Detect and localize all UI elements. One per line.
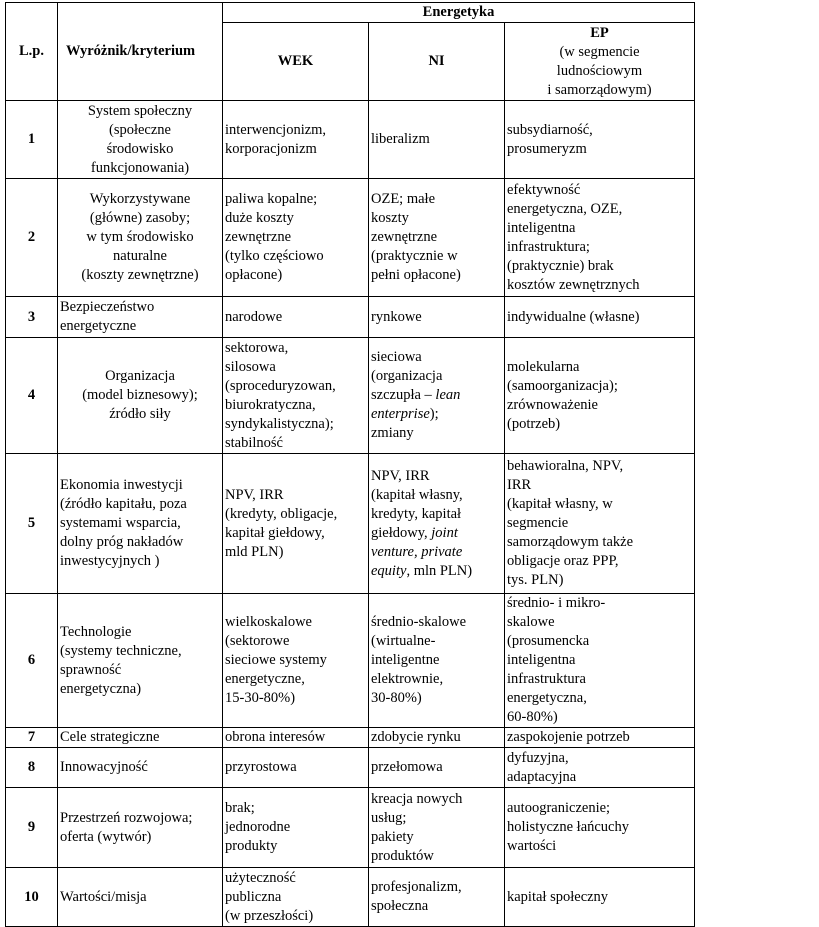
ep-cell: dyfuzyjna, adaptacyjna bbox=[505, 748, 695, 788]
wek-cell: wielkoskalowe (sektorowe sieciowe systemy energetyczne, 15-30-80%) bbox=[223, 594, 369, 728]
ni-cell: przełomowa bbox=[369, 748, 505, 788]
ni-cell: rynkowe bbox=[369, 297, 505, 338]
criterion-cell: Wykorzystywane (główne) zasoby; w tym środowisko naturalne (koszty zewnętrzne) bbox=[58, 179, 223, 297]
row-number: 5 bbox=[6, 454, 58, 594]
table-row bbox=[6, 868, 695, 927]
criterion-cell: Przestrzeń rozwojowa; oferta (wytwór) bbox=[58, 788, 223, 868]
ni-italic-text: lean bbox=[435, 387, 461, 403]
row-number: 6 bbox=[6, 594, 58, 728]
wek-cell: obrona interesów bbox=[223, 728, 369, 748]
ni-text: ); zmiany bbox=[371, 406, 439, 441]
ni-text: NPV, IRR (kapitał własny, kredyty, kapitał giełdowy, bbox=[371, 467, 463, 541]
ni-cell: profesjonalizm, społeczna bbox=[369, 868, 505, 927]
ni-text: , mln PLN) bbox=[406, 562, 473, 579]
criterion-cell: Innowacyjność bbox=[58, 748, 223, 788]
ep-cell: indywidualne (własne) bbox=[505, 297, 695, 338]
wek-cell: interwencjonizm, korporacjonizm bbox=[223, 101, 369, 179]
header-ep-title: EP bbox=[590, 24, 609, 41]
ni-cell: średnio-skalowe (wirtualne- inteligentne elektrownie, 30-80%) bbox=[369, 594, 505, 728]
wek-cell: sektorowa, silosowa (sproceduryzowan, biurokratyczna, syndykalistyczna); stabilność bbox=[223, 338, 369, 454]
table-row bbox=[6, 728, 695, 748]
criterion-cell: Cele strategiczne bbox=[58, 728, 223, 748]
table-row bbox=[6, 594, 695, 728]
ep-cell: molekularna (samoorganizacja); zrównoważenie (potrzeb) bbox=[505, 338, 695, 454]
criterion-cell: System społeczny (społeczne środowisko funkcjonowania) bbox=[58, 101, 223, 179]
header-criterion: Wyróżnik/kryterium bbox=[58, 3, 223, 101]
wek-cell: narodowe bbox=[223, 297, 369, 338]
wek-cell: paliwa kopalne; duże koszty zewnętrzne (tylko częściowo opłacone) bbox=[223, 179, 369, 297]
criterion-cell: Ekonomia inwestycji (źródło kapitału, poza systemami wsparcia, dolny próg nakładów inwestycyjnych ) bbox=[58, 454, 223, 594]
row-number: 7 bbox=[6, 728, 58, 748]
header-ni: NI bbox=[369, 23, 505, 101]
header-group: Energetyka bbox=[223, 3, 695, 23]
header-lp: L.p. bbox=[6, 3, 58, 101]
row-number: 3 bbox=[6, 297, 58, 338]
ni-italic-text: joint venture, private equity bbox=[371, 524, 463, 579]
row-number: 1 bbox=[6, 101, 58, 179]
wek-cell: użyteczność publiczna (w przeszłości) bbox=[223, 868, 369, 927]
ni-cell: liberalizm bbox=[369, 101, 505, 179]
table-row bbox=[6, 297, 695, 338]
ni-cell: zdobycie rynku bbox=[369, 728, 505, 748]
criterion-cell: Technologie (systemy techniczne, sprawność energetyczna) bbox=[58, 594, 223, 728]
criterion-cell: Organizacja (model biznesowy); źródło siły bbox=[58, 338, 223, 454]
criterion-cell: Bezpieczeństwo energetyczne bbox=[58, 297, 223, 338]
row-number: 2 bbox=[6, 179, 58, 297]
ni-cell bbox=[369, 454, 505, 594]
ep-cell: średnio- i mikro- skalowe (prosumencka inteligentna infrastruktura energetyczna, 60-80%) bbox=[505, 594, 695, 728]
header-wek: WEK bbox=[223, 23, 369, 101]
ep-cell: autoograniczenie; holistyczne łańcuchy wartości bbox=[505, 788, 695, 868]
header-ep-subtitle: (w segmencie ludnościowym i samorządowym) bbox=[547, 43, 652, 98]
criterion-cell: Wartości/misja bbox=[58, 868, 223, 927]
wek-cell: NPV, IRR (kredyty, obligacje, kapitał giełdowy, mld PLN) bbox=[223, 454, 369, 594]
table-row bbox=[6, 338, 695, 454]
header-ep bbox=[505, 23, 695, 101]
ep-cell: kapitał społeczny bbox=[505, 868, 695, 927]
table-row bbox=[6, 748, 695, 788]
row-number: 9 bbox=[6, 788, 58, 868]
ni-cell: OZE; małe koszty zewnętrzne (praktycznie w pełni opłacone) bbox=[369, 179, 505, 297]
wek-cell: przyrostowa bbox=[223, 748, 369, 788]
row-number: 10 bbox=[6, 868, 58, 927]
ep-cell: behawioralna, NPV, IRR (kapitał własny, w segmencie samorządowym także obligacje oraz PPP, tys. PLN) bbox=[505, 454, 695, 594]
table-row bbox=[6, 101, 695, 179]
ni-text: sieciowa (organizacja szczupła – bbox=[371, 349, 443, 403]
ni-cell bbox=[369, 338, 505, 454]
table-row bbox=[6, 454, 695, 594]
ep-cell: efektywność energetyczna, OZE, inteligentna infrastruktura; (praktycznie) brak kosztów zewnętrznych bbox=[505, 179, 695, 297]
ni-italic-text: enterprise bbox=[371, 406, 430, 422]
table-row bbox=[6, 788, 695, 868]
wek-cell: brak; jednorodne produkty bbox=[223, 788, 369, 868]
ep-cell: subsydiarność, prosumeryzm bbox=[505, 101, 695, 179]
table-row bbox=[6, 179, 695, 297]
comparison-table bbox=[5, 2, 695, 927]
ni-cell: kreacja nowych usług; pakiety produktów bbox=[369, 788, 505, 868]
row-number: 8 bbox=[6, 748, 58, 788]
row-number: 4 bbox=[6, 338, 58, 454]
ep-cell: zaspokojenie potrzeb bbox=[505, 728, 695, 748]
